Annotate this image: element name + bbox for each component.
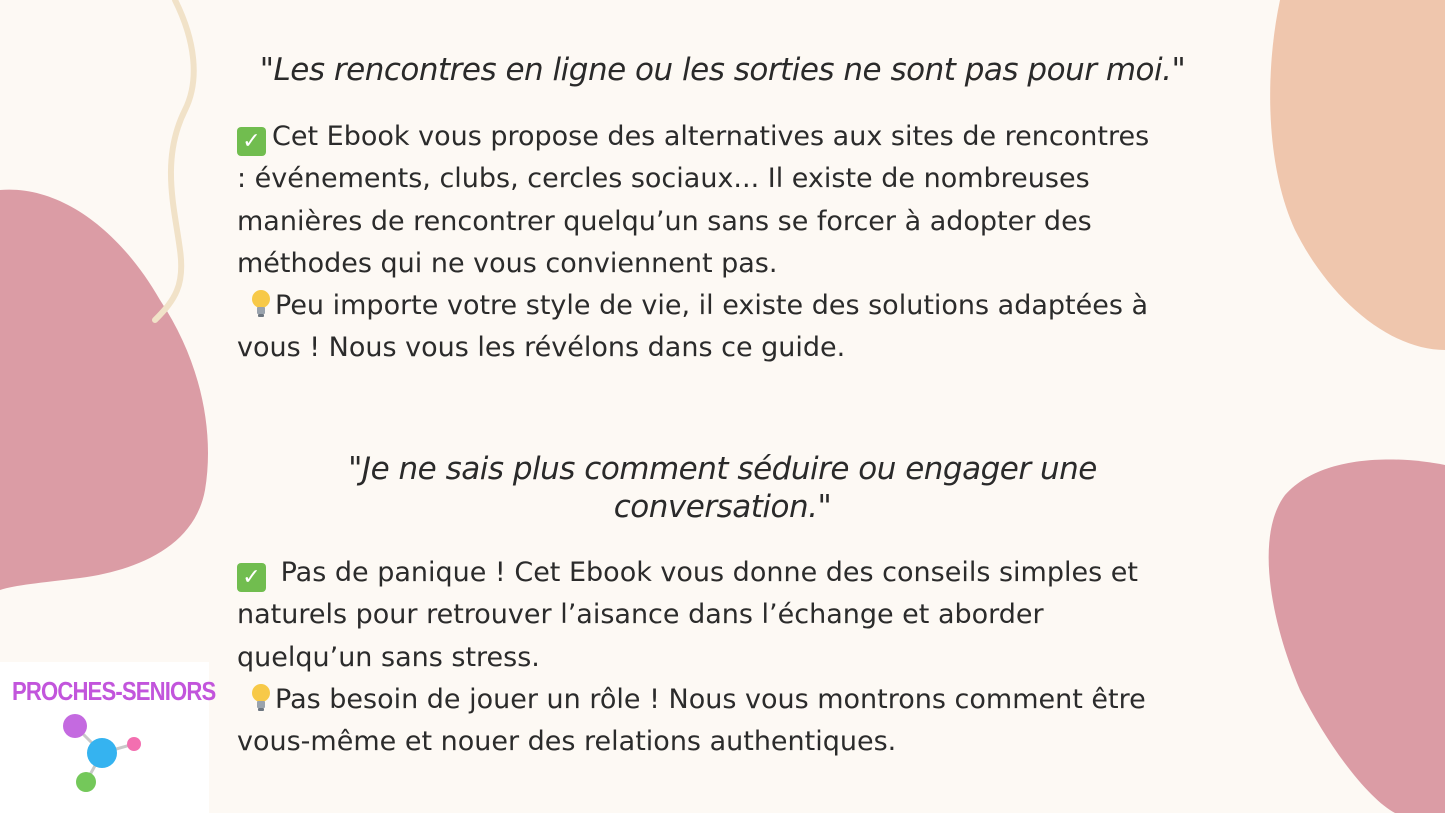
light-bulb-icon <box>249 288 273 318</box>
section1-line-2: : événements, clubs, cercles sociaux... Il existe de nombreuses <box>237 163 1090 195</box>
pink-blob-right <box>1269 459 1445 813</box>
cream-squiggle-line <box>155 0 194 320</box>
section1-line-4: méthodes qui ne vous conviennent pas. <box>237 247 778 279</box>
section1-tip-line-1: Peu importe votre style de vie, il existe des solutions adaptées à <box>237 285 1208 327</box>
peach-blob-right <box>1270 0 1445 350</box>
section2-tip-line-1: Pas besoin de jouer un rôle ! Nous vous montrons comment être <box>237 679 1208 721</box>
section2-tip-line-2: vous-même et nouer des relations authentiques. <box>237 726 897 758</box>
logo-text: PROCHES-SENIORS <box>12 676 216 706</box>
section1-tip-line-2: vous ! Nous vous les révélons dans ce guide. <box>237 332 846 364</box>
logo <box>0 662 216 813</box>
molecule-logo-icon <box>0 662 209 813</box>
pink-blob-left <box>0 190 208 590</box>
section2-line-2: naturels pour retrouver l’aisance dans l’échange et aborder <box>237 599 1044 631</box>
section1-quote: "Les rencontres en ligne ou les sorties ne sont pas pour moi." <box>259 52 1186 88</box>
check-mark-icon: ✓ <box>237 127 266 156</box>
section2-line-1: ✓ Pas de panique ! Cet Ebook vous donne des conseils simples et <box>237 552 1208 594</box>
section2-paragraph <box>237 552 1208 763</box>
section2-quote: "Je ne sais plus comment séduire ou engager une conversation." <box>348 451 1097 525</box>
light-bulb-icon <box>249 682 273 712</box>
section2-line-3: quelqu’un sans stress. <box>237 641 540 673</box>
section1-line-1: ✓ Cet Ebook vous propose des alternatives aux sites de rencontres <box>237 116 1208 158</box>
check-mark-icon: ✓ <box>237 563 266 592</box>
section1-line-3: manières de rencontrer quelqu’un sans se forcer à adopter des <box>237 205 1092 237</box>
section1-paragraph <box>237 116 1208 370</box>
